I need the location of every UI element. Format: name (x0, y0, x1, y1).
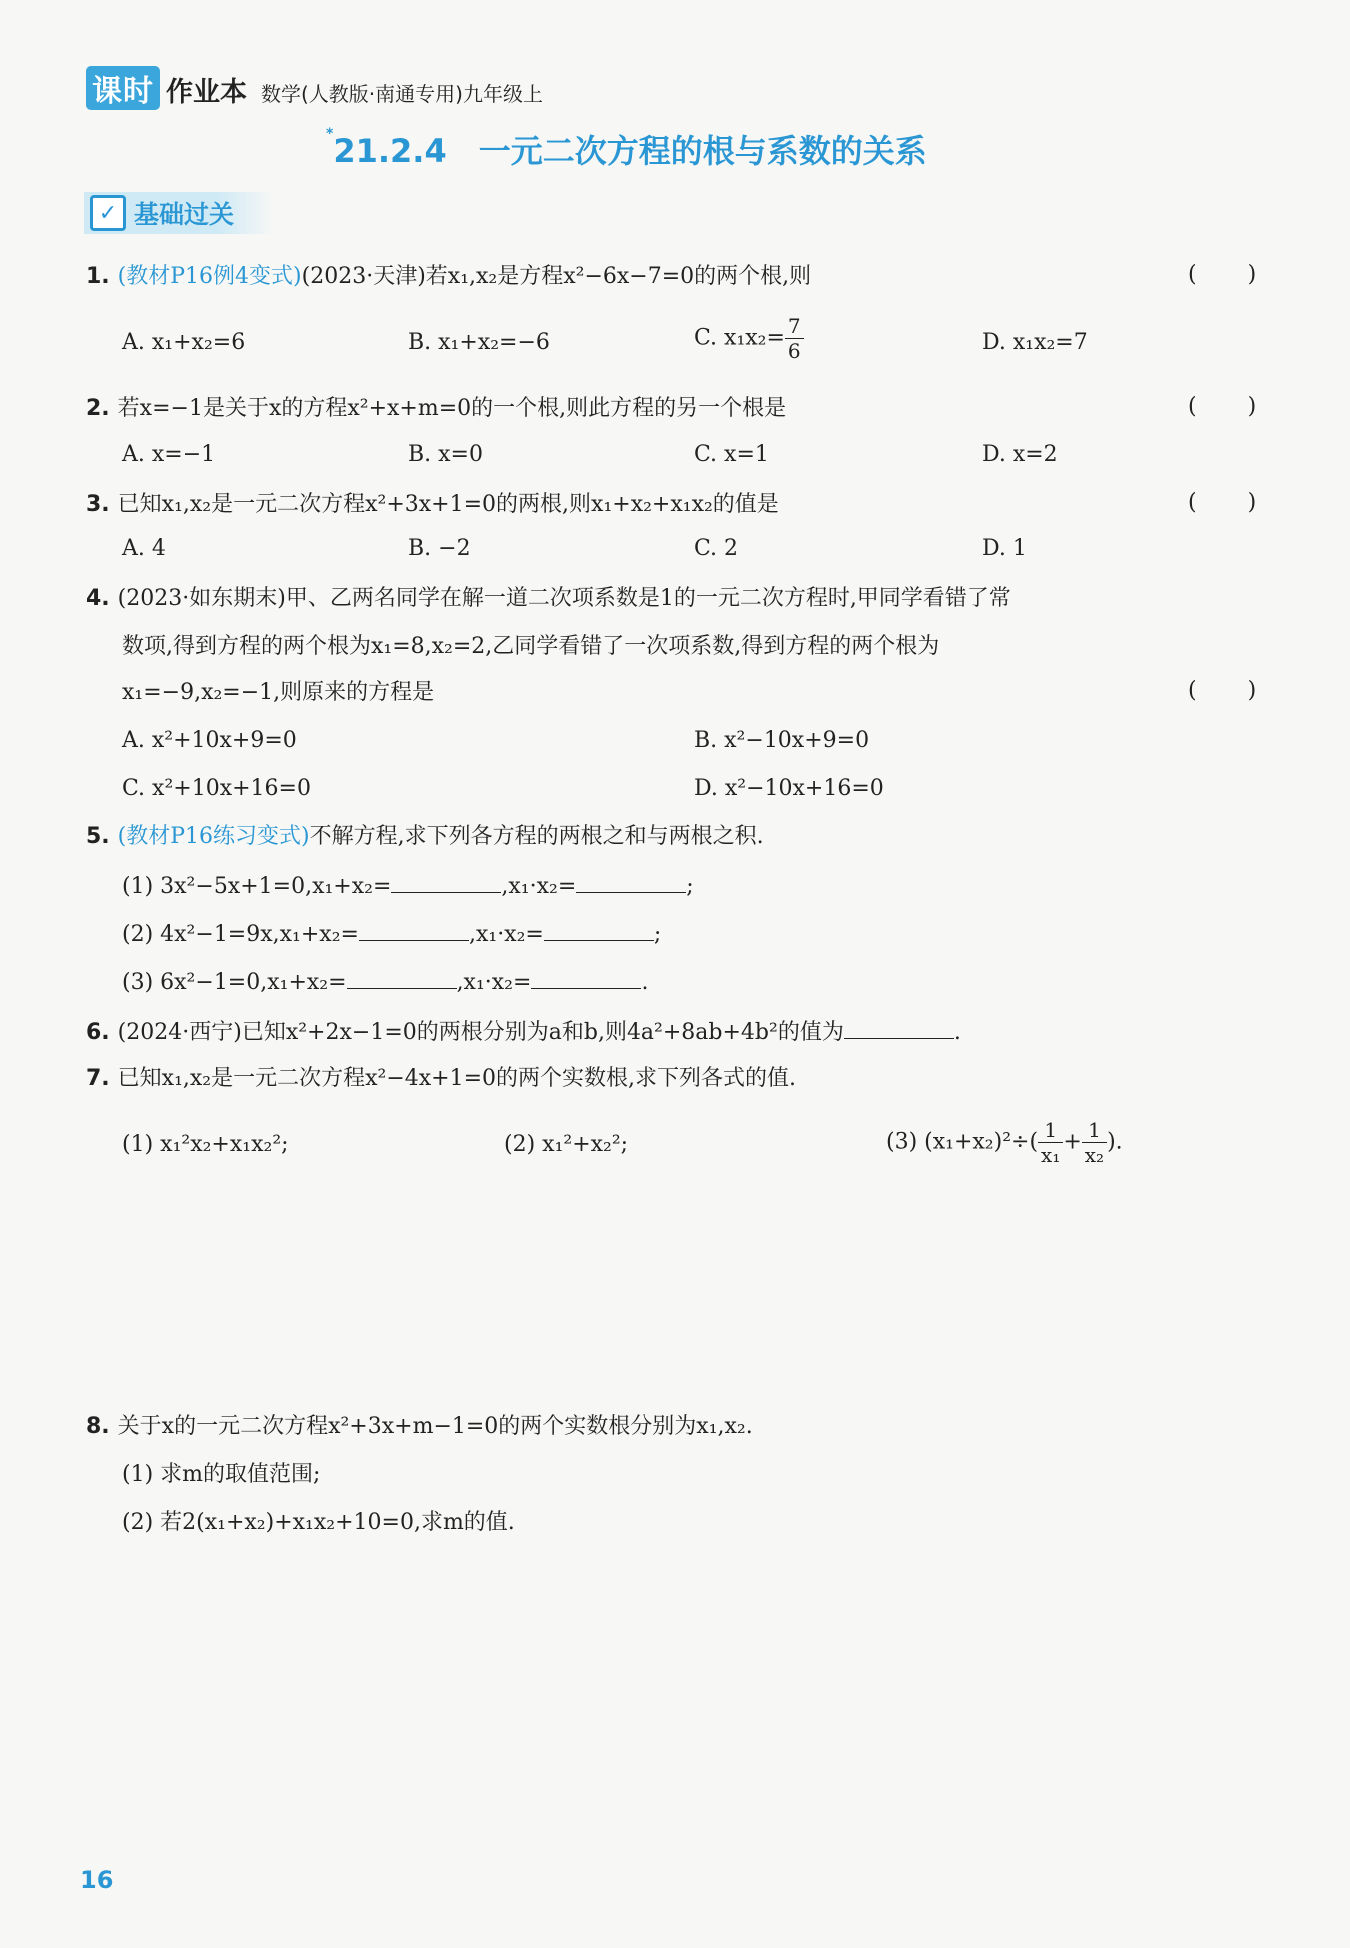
section-header (84, 192, 274, 234)
question-stem: (2023·天津)若x₁,x₂是方程x²−6x−7=0的两个根,则 (301, 264, 812, 289)
question-1 (86, 262, 811, 292)
question-source: (教材P16练习变式) (117, 824, 310, 849)
question-stem: 若x=−1是关于x的方程x²+x+m=0的一个根,则此方程的另一个根是 (117, 396, 787, 421)
optional-mark: * (326, 126, 334, 142)
q7-part-1: (1) x₁²x₂+x₁x₂²; (122, 1132, 289, 1157)
question-line-1: (2023·如东期末)甲、乙两名同学在解一道二次项系数是1的一元二次方程时,甲同学看错了常 (117, 586, 1011, 611)
answer-blank[interactable] (544, 920, 654, 941)
q1-option-a: A. x₁+x₂=6 (122, 330, 246, 355)
answer-bracket: ( ) (1188, 394, 1279, 419)
answer-bracket: ( ) (1188, 678, 1279, 703)
question-stem: 关于x的一元二次方程x²+3x+m−1=0的两个实数根分别为x₁,x₂. (117, 1414, 753, 1439)
numerator: 1 (1038, 1118, 1063, 1143)
question-stem: 已知x₁,x₂是一元二次方程x²+3x+1=0的两根,则x₁+x₂+x₁x₂的值是 (117, 492, 779, 517)
question-5 (86, 822, 764, 852)
part-text: (3) (x₁+x₂)²÷( (886, 1129, 1039, 1155)
question-8 (86, 1412, 753, 1442)
option-c-prefix: C. x₁x₂= (694, 325, 785, 351)
part-end: ; (653, 922, 662, 947)
question-6 (86, 1018, 961, 1048)
denominator: x₁ (1041, 1143, 1061, 1167)
question-number: 5. (86, 824, 110, 849)
question-number: 4. (86, 586, 110, 611)
page-title (326, 126, 927, 172)
question-number: 6. (86, 1020, 110, 1045)
part-text: ,x₁·x₂= (468, 922, 544, 947)
q1-option-b: B. x₁+x₂=−6 (408, 330, 550, 355)
part-text: (2) 4x²−1=9x,x₁+x₂= (122, 922, 359, 947)
question-line-2: 数项,得到方程的两个根为x₁=8,x₂=2,乙同学看错了一次项系数,得到方程的两个根为 (122, 634, 940, 659)
series-logo: 课时 (86, 66, 160, 110)
answer-bracket: ( ) (1188, 490, 1279, 515)
q4-option-d: D. x²−10x+16=0 (694, 776, 884, 801)
question-stem: 已知x₁,x₂是一元二次方程x²−4x+1=0的两个实数根,求下列各式的值. (117, 1066, 797, 1091)
question-7 (86, 1064, 796, 1094)
answer-blank[interactable] (347, 968, 457, 989)
fraction (1038, 1118, 1063, 1167)
q3-option-b: B. −2 (408, 536, 471, 561)
check-icon: ✓ (90, 195, 126, 231)
q2-option-a: A. x=−1 (122, 442, 216, 467)
q7-part-2: (2) x₁²+x₂²; (504, 1132, 629, 1157)
page-number: 16 (80, 1866, 114, 1894)
numerator: 7 (785, 314, 804, 339)
part-text: ,x₁·x₂= (501, 874, 577, 899)
question-source: (教材P16例4变式) (117, 264, 302, 289)
answer-blank[interactable] (576, 872, 686, 893)
q3-option-a: A. 4 (122, 536, 166, 561)
q2-option-c: C. x=1 (694, 442, 769, 467)
numerator: 1 (1082, 1118, 1107, 1143)
part-text: (1) 3x²−5x+1=0,x₁+x₂= (122, 874, 392, 899)
denominator: x₂ (1084, 1143, 1105, 1167)
answer-blank[interactable] (531, 968, 641, 989)
part-text: (3) 6x²−1=0,x₁+x₂= (122, 970, 347, 995)
question-stem: (2024·西宁)已知x²+2x−1=0的两根分别为a和b,则4a²+8ab+4b²的值为 (117, 1020, 844, 1045)
header (86, 66, 543, 110)
q4-option-a: A. x²+10x+9=0 (122, 728, 297, 753)
question-stem: 不解方程,求下列各方程的两根之和与两根之积. (309, 824, 764, 849)
q1-option-c (694, 314, 804, 363)
q4-option-c: C. x²+10x+16=0 (122, 776, 311, 801)
question-number: 2. (86, 396, 110, 421)
denominator: 6 (787, 339, 801, 363)
fraction (785, 314, 804, 363)
page-title-text: 21.2.4 一元二次方程的根与系数的关系 (333, 132, 927, 170)
question-number: 7. (86, 1066, 110, 1091)
plus-sign: + (1063, 1129, 1082, 1155)
q5-part-1 (122, 872, 694, 902)
question-line-3: x₁=−9,x₂=−1,则原来的方程是 (122, 680, 435, 705)
q5-part-2 (122, 920, 661, 950)
part-end: . (641, 970, 649, 995)
answer-bracket: ( ) (1188, 262, 1279, 287)
question-2 (86, 394, 786, 424)
q4-option-b: B. x²−10x+9=0 (694, 728, 870, 753)
q8-part-2: (2) 若2(x₁+x₂)+x₁x₂+10=0,求m的值. (122, 1510, 515, 1535)
q5-part-3 (122, 968, 648, 998)
q2-option-d: D. x=2 (982, 442, 1058, 467)
q3-option-d: D. 1 (982, 536, 1027, 561)
question-number: 1. (86, 264, 110, 289)
answer-blank[interactable] (391, 872, 501, 893)
question-3 (86, 490, 779, 520)
q1-option-d: D. x₁x₂=7 (982, 330, 1088, 355)
q7-part-3 (886, 1118, 1123, 1167)
fraction (1082, 1118, 1107, 1167)
question-end: . (953, 1020, 961, 1045)
part-end: ; (686, 874, 694, 899)
series-name: 作业本 (166, 77, 247, 108)
book-info: 数学(人教版·南通专用)九年级上 (261, 82, 543, 106)
answer-blank[interactable] (359, 920, 469, 941)
part-text: ). (1107, 1129, 1123, 1155)
q3-option-c: C. 2 (694, 536, 739, 561)
section-label: 基础过关 (134, 200, 235, 229)
question-number: 8. (86, 1414, 110, 1439)
question-4 (86, 584, 1011, 614)
part-text: ,x₁·x₂= (456, 970, 532, 995)
answer-blank[interactable] (844, 1018, 954, 1039)
q2-option-b: B. x=0 (408, 442, 483, 467)
q8-part-1: (1) 求m的取值范围; (122, 1462, 321, 1487)
question-number: 3. (86, 492, 110, 517)
